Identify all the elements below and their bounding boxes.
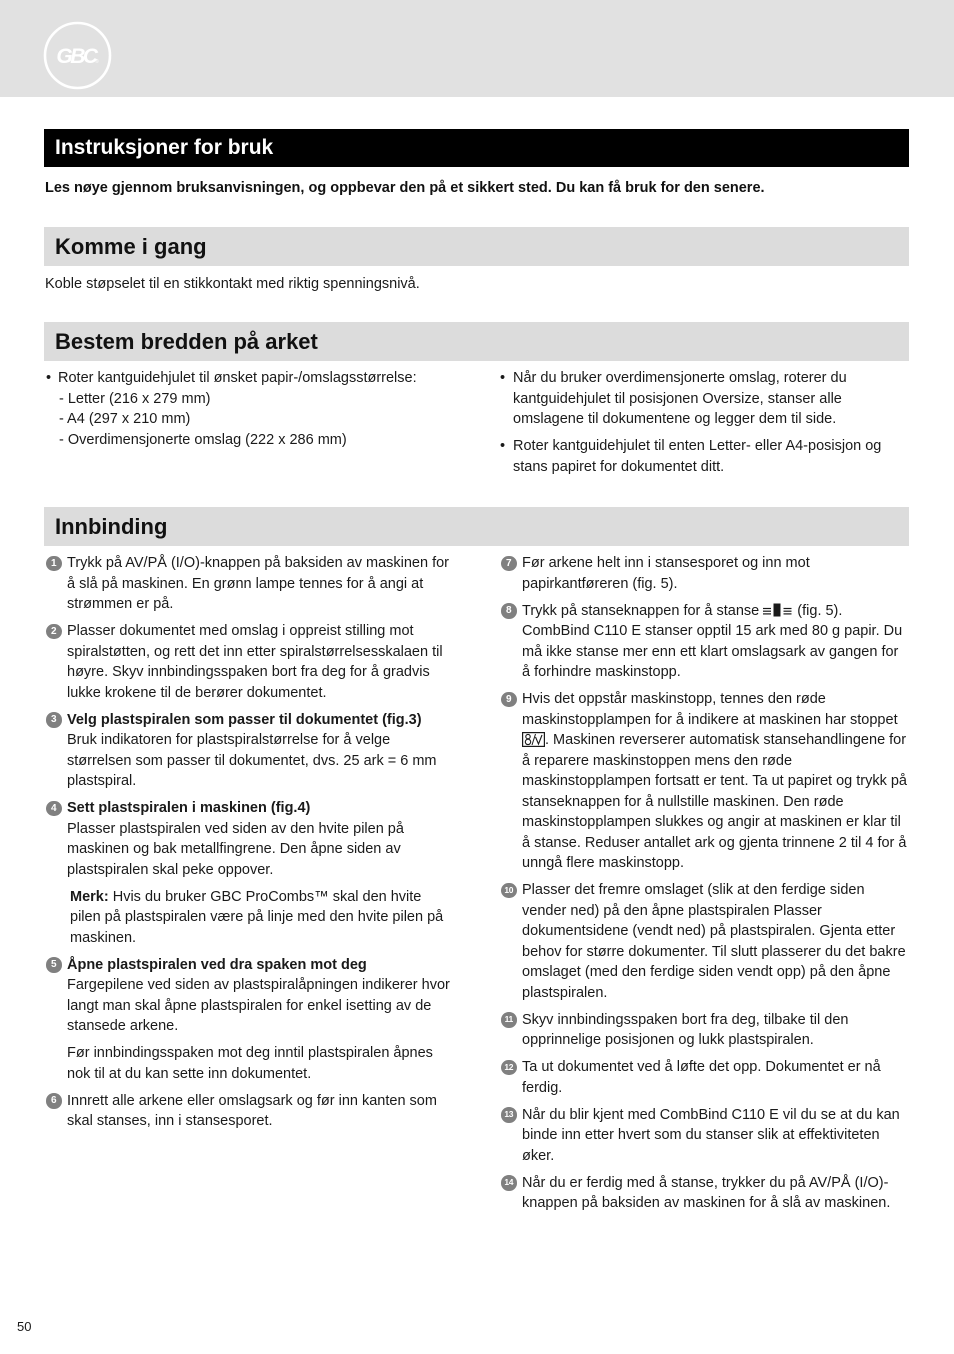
step-text-before-icon: Trykk på stanseknappen for å stanse [522,602,760,619]
step-6 [45,1091,452,1132]
step-text: Når du er ferdig med å stanse, trykker du på AV/PÅ (I/O)-knappen på baksiden av maskinen for å slå av maskinen. [522,1174,891,1211]
step-10 [500,880,909,1003]
step-text: Plasser det fremre omslaget (slik at den ferdige siden vender ned) på den åpne plastspiralen Plasser dokumentsidene (vendt ned) på plastspiralen. Gjenta etter behov for større dokumenter. Til slutt plasserer du det bakre omslaget (med den ferdige siden vendt opp) på den åpne plastspiralen. [522,882,906,1001]
step-number-badge: 2 [46,624,62,640]
step-text: Trykk på AV/PÅ (I/O)-knappen på baksiden av maskinen for å slå på maskinen. En grønn lampe tennes for å angi at strømmen er på. [67,555,450,612]
gbc-logo [42,20,113,91]
step-number-badge: 14 [501,1175,517,1191]
step-number-badge: 1 [46,556,62,572]
bullet-icon: • [46,370,52,386]
bullet-text: Roter kantguidehjulet til enten Letter- eller A4-posisjon og stans papiret for dokumentet ditt. [513,438,882,475]
header-band [0,0,954,97]
step-12 [500,1057,909,1098]
logo-text: GBC [56,45,96,68]
section-bar-komme-i-gang [44,227,909,266]
step-text: Ta ut dokumentet ved å løfte det opp. Dokumentet er nå ferdig. [522,1059,881,1096]
step-13 [500,1105,909,1167]
step-text: Fargepilene ved siden av plastspiralåpningen indikerer hvor langt man skal åpne plastspiralen for enkel isetting av de stansede arkene. [67,977,450,1034]
size-option: - Letter (216 x 279 mm) [59,390,211,407]
step-text-after-icon: (fig. 5). CombBind C110 E stanser opptil 15 ark med 80 g papir. Du må ikke stanse mer enn ett klart omslagsark av gangen for å forhindre maskinstopp. [522,602,903,680]
page-title: Instruksjoner for bruk [55,136,274,159]
step-number-badge: 11 [501,1012,517,1028]
step-number-badge: 5 [46,957,62,973]
bullet-item [45,368,452,450]
innbinding-left-column [45,553,452,1138]
bullet-text: Roter kantguidehjulet til ønsket papir-/omslagsstørrelse: [58,370,417,386]
step-text: Skyv innbindingsspaken bort fra deg, tilbake til den opprinnelige posisjonen og lukk plastspiralen. [522,1011,849,1048]
intro-text: Les nøye gjennom bruksanvisningen, og oppbevar den på et sikkert sted. Du kan få bruk for den senere. [45,180,765,196]
step-text [522,689,909,874]
step-number-badge: 7 [501,556,517,572]
bullet-icon: • [500,438,506,454]
step-5 [45,955,452,1085]
bullet-item [500,368,909,430]
step-text-secondary: Før innbindingsspaken mot deg inntil plastspiralen åpnes nok til at du kan sette inn dokumentet. [67,1045,433,1082]
step-2 [45,621,452,703]
step-number-badge: 12 [501,1060,517,1076]
komme-i-gang-text: Koble støpselet til en stikkontakt med riktig spenningsnivå. [45,276,420,292]
section-bar-bestem-bredden [44,322,909,361]
section-bar-innbinding [44,507,909,546]
innbinding-right-column [500,553,909,1220]
step-number-badge: 8 [501,603,517,619]
step-text [522,601,909,683]
section-heading: Bestem bredden på arket [55,329,318,354]
title-bar [44,129,909,167]
step-4 [45,798,452,948]
step-number-badge: 6 [46,1093,62,1109]
size-option: - A4 (297 x 210 mm) [59,411,191,427]
step-3 [45,710,452,792]
step-text: Før arkene helt inn i stansesporet og inn mot papirkantføreren (fig. 5). [522,555,810,592]
step-number-badge: 9 [501,692,517,708]
page-number: 50 [17,1319,32,1334]
step-number-badge: 4 [46,801,62,817]
section-heading: Innbinding [55,514,168,539]
bullet-item [500,436,909,477]
paper-jam-icon [522,732,545,747]
logo-registered-mark: ® [95,59,99,65]
step-8 [500,601,909,683]
step-text: Innrett alle arkene eller omslagsark og før inn kanten som skal stanses, inn i stansesporet. [67,1092,437,1129]
bullet-text: Når du bruker overdimensjonerte omslag, roterer du kantguidehjulet til posisjonen Oversize, stanser alle omslagene til dokumentene og legger dem til side. [513,370,847,427]
step-text: Plasser dokumentet med omslag i oppreist stilling mot spiralstøtten, og rett det inn etter spiralstørrelsesskalaen til høyre. Skyv innbindingsspaken bort fra deg for å gradvis lukke krokene til de berører dokumentet. [67,623,443,701]
step-text: Plasser plastspiralen ved siden av den hvite pilen på maskinen og bak metallfingrene. Den åpne siden av plastspiralen skal peke oppover. [67,820,404,878]
step-14 [500,1173,909,1214]
step-number-badge: 13 [501,1107,517,1123]
bullet-icon: • [500,370,506,386]
step-text: Bruk indikatoren for plastspiralstørrelse for å velge størrelsen som passer til dokumentet, dvs. 25 ark = 6 mm plastspiral. [67,732,437,789]
step-text: Når du blir kjent med CombBind C110 E vil du se at du kan binde inn etter hvert som du stanser slik at effektiviteten øker. [522,1106,900,1164]
step-7 [500,553,909,594]
step-title: Sett plastspiralen i maskinen (fig.4) [67,800,311,816]
step-title: Åpne plastspiralen ved dra spaken mot deg [67,956,367,973]
bestem-left-column [45,368,452,457]
step-title: Velg plastspiralen som passer til dokumentet (fig.3) [67,711,422,728]
note-label: Merk: [70,888,109,905]
note [67,887,452,949]
size-option: - Overdimensjonerte omslag (222 x 286 mm) [59,431,347,448]
step-text-before-icon: Hvis det oppstår maskinstopp, tennes den røde maskinstopplampen for å indikere at maskinen har stoppet [522,691,898,728]
step-9 [500,689,909,874]
step-number-badge: 10 [501,883,517,899]
step-1 [45,553,452,615]
step-11 [500,1010,909,1051]
step-number-badge: 3 [46,712,62,728]
step-text-after-icon: . Maskinen reverserer automatisk stansehandlingene for å reparere maskinstoppen mens den røde maskinstopplampen fortsatt er tent. Ta ut papiret og trykk på stanseknappen for å nullstille maskinen. Den røde maskinstopplampen slukkes og angir at maskinen er klar til å stanse. Reduser antallet ark og gjenta trinnene 2 til 4 for å unngå flere maskinstopp. [522,732,907,871]
note-text: Hvis du bruker GBC ProCombs™ skal den hvite pilen på plastspiralen være på linje med den hvite pilen på maskinen. [70,888,444,946]
section-heading: Komme i gang [55,234,207,259]
punch-icon [763,603,793,617]
bestem-right-column [500,368,909,484]
